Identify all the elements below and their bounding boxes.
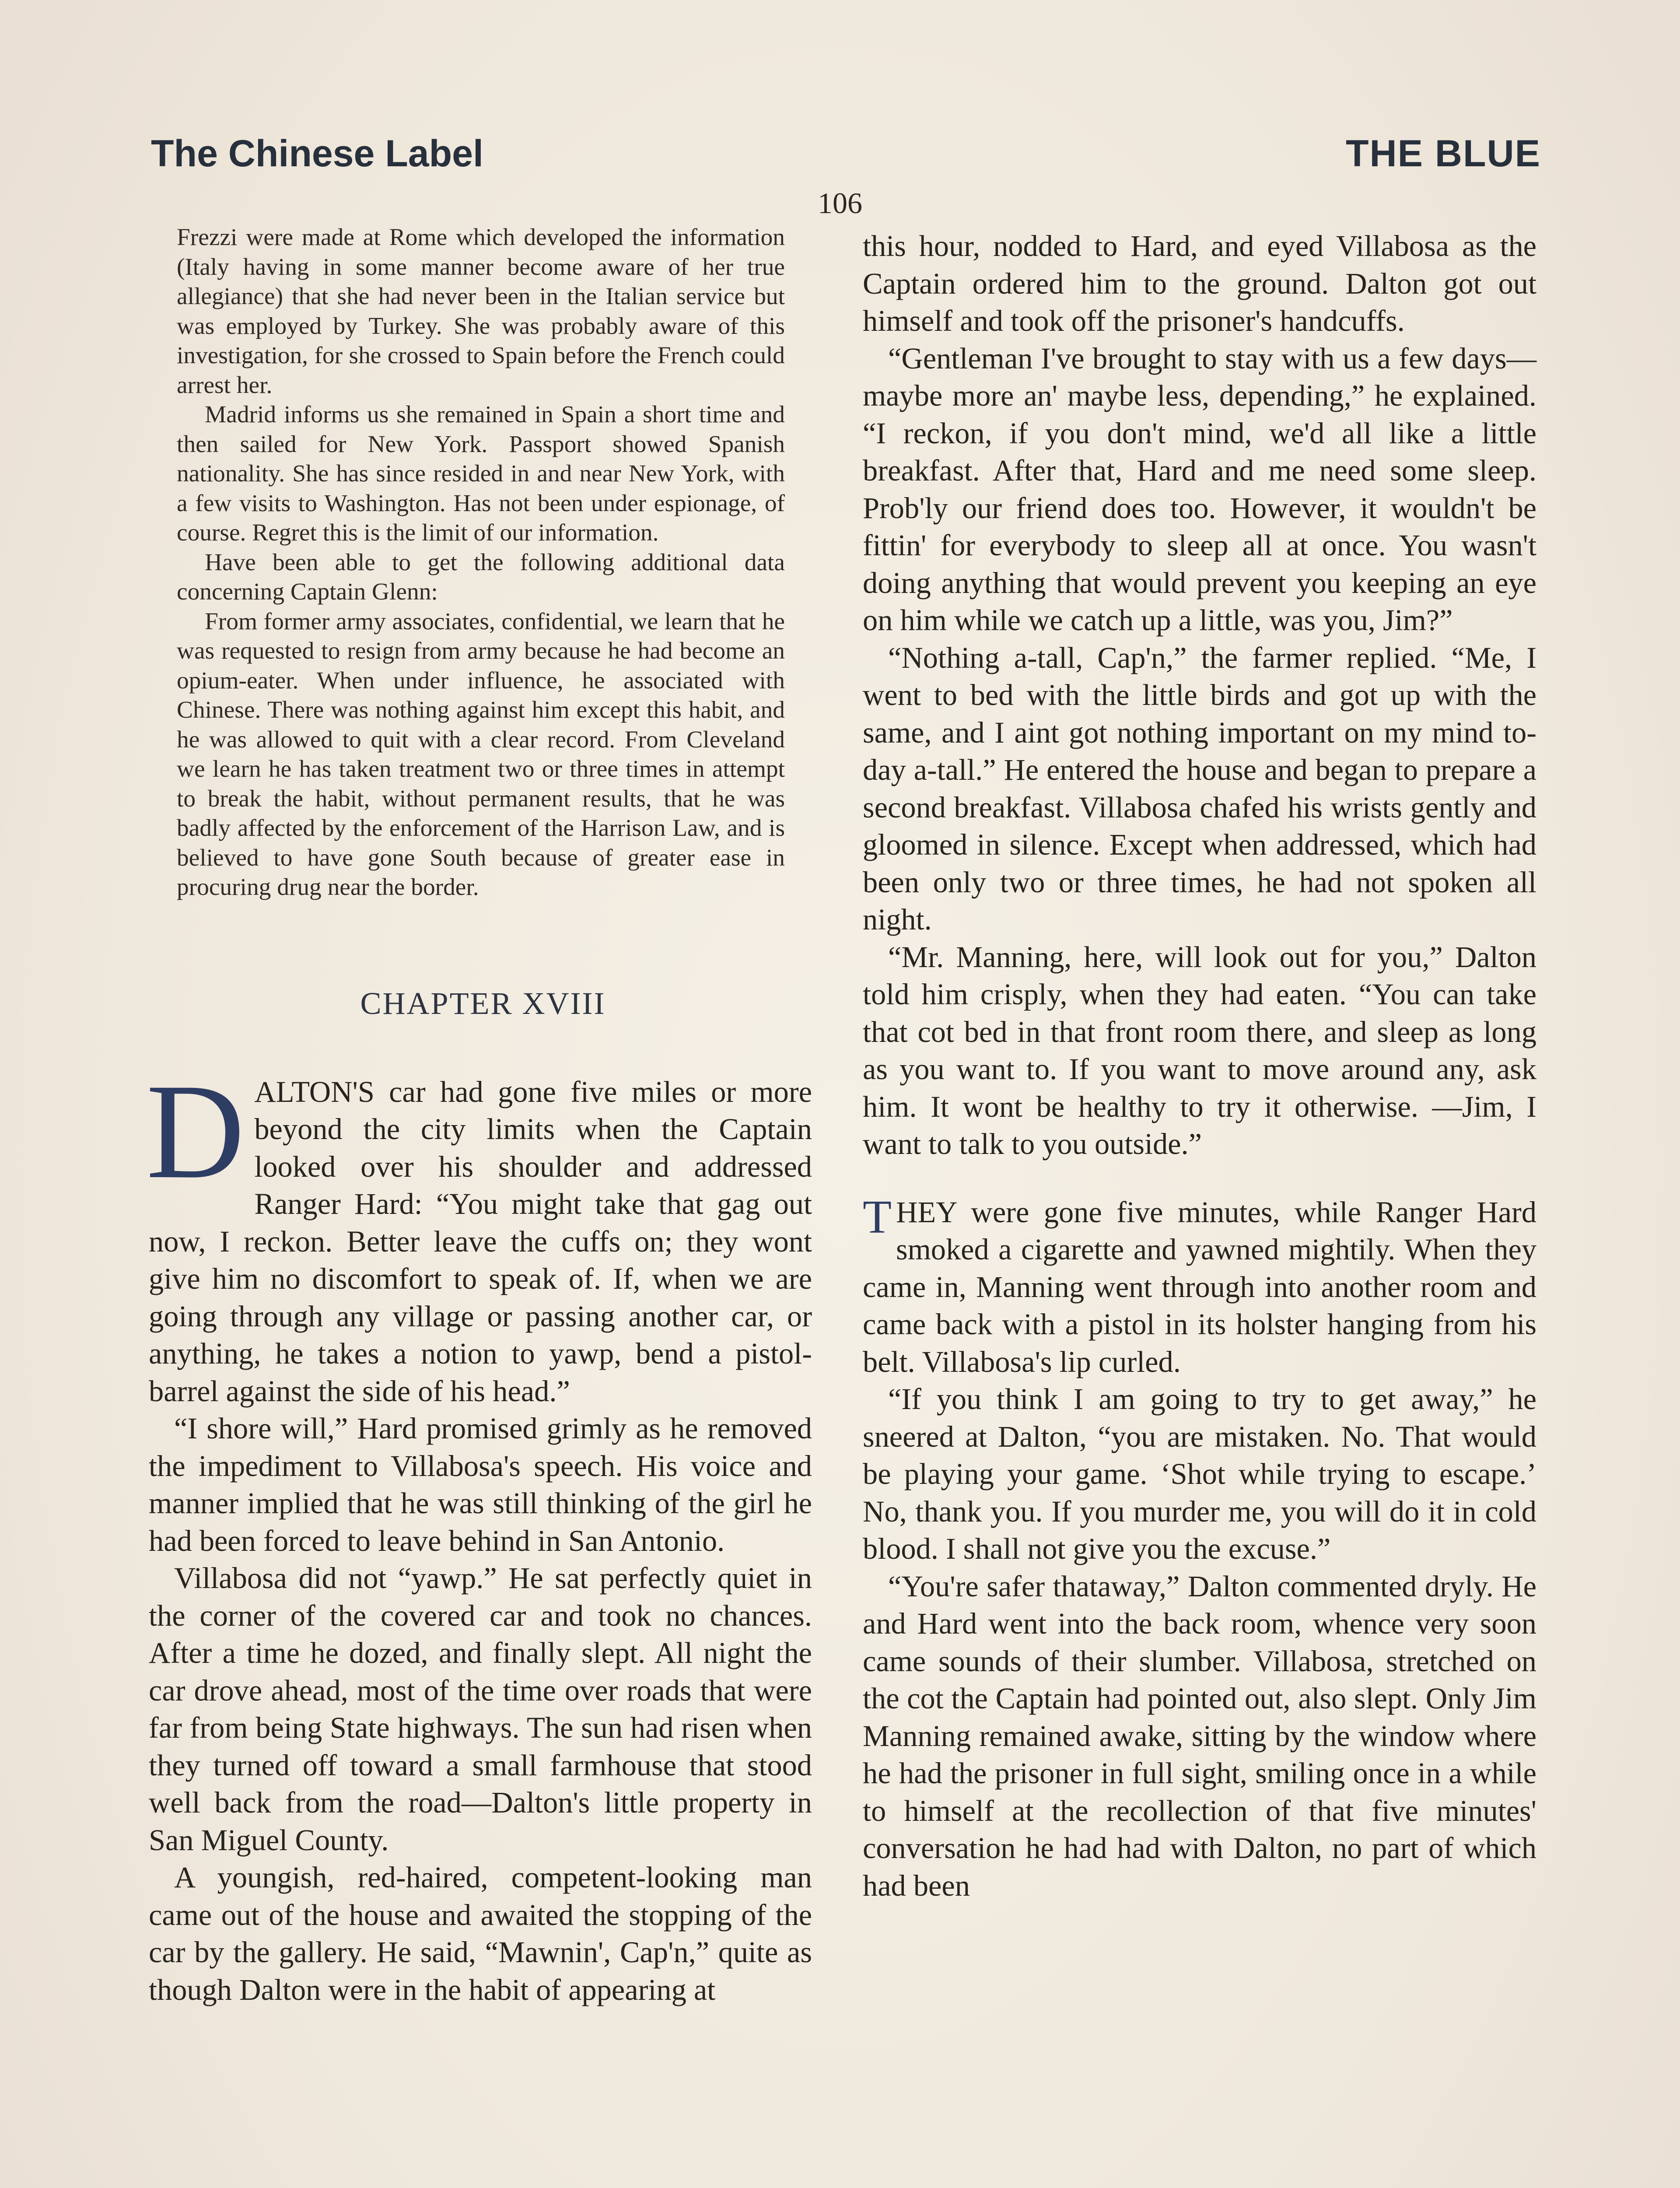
chapter-heading: CHAPTER XVIII [360, 985, 606, 1021]
story-paragraph [146, 1055, 812, 1410]
running-title-right: THE BLUE [1346, 133, 1541, 175]
drop-cap: D [146, 1055, 245, 1207]
story-paragraph-text: ALTON'S car had gone five miles or more beyond the city limits when the Captain looked over his shoulder and addressed Ranger Hard: “You might take that gag out now, I reckon. Better leave the cuffs on; they wont give him no discomfort to speak of. If, when we are going through any village or passing another car, or anything, he takes a notion to yawp, bend a pistol-barrel against the side of his head.” [149, 1075, 812, 1408]
story-paragraph-text: HEY were gone five minutes, while Ranger Hard smoked a cigarette and yawned mightily. When they came in, Manning went through into another room and came back with a pistol in its holster hanging from his belt. Villabosa's lip curled. [863, 1195, 1536, 1378]
story-paragraph: this hour, nodded to Hard, and eyed Villabosa as the Captain ordered him to the ground. Dalton got out himself and took off the prisoner's handcuffs. [863, 229, 1536, 337]
report-paragraph: Have been able to get the following additional data concerning Captain Glenn: [177, 548, 785, 605]
report-paragraph: From former army associates, confidential, we learn that he was requested to resign from army because he had become an opium-eater. When under influence, he associated with Chinese. There was nothing against him except this habit, and he was allowed to quit with a clear record. From Cleveland we learn he has taken treatment two or three times in attempt to break the habit, without permanent results, that he was badly affected by the enforcement of the Harrison Law, and is believed to have gone South because of greater ease in procuring drug near the border. [177, 607, 785, 900]
story-paragraph: “If you think I am going to try to get away,” he sneered at Dalton, “you are mistaken. No. That would be playing your game. ‘Shot while trying to escape.’ No, thank you. If you murder me, you will do it in cold blood. I shall not give you the excuse.” [863, 1382, 1536, 1565]
story-paragraph: “I shore will,” Hard promised grimly as he removed the impediment to Villabosa's speech. His voice and manner implied that he was still thinking of the girl he had been forced to leave behind in San Antonio. [149, 1412, 812, 1557]
report-paragraph: Frezzi were made at Rome which developed the information (Italy having in some manner become aware of her true allegiance) that she had never been in the Italian service but was employed by Turkey. She was probably aware of this investigation, for she crossed to Spain before the French could arrest her. [177, 224, 785, 398]
report-excerpt [149, 222, 812, 902]
story-paragraph: Villabosa did not “yawp.” He sat perfectly quiet in the corner of the covered car and took no chances. After a time he dozed, and finally slept. All night the car drove ahead, most of the time over roads that were far from being State highways. The sun had risen when they turned off toward a small farmhouse that stood well back from the road—Dalton's little property in San Miguel County. [149, 1561, 812, 1857]
story-paragraph [863, 1191, 1536, 1381]
story-paragraph: “Gentleman I've brought to stay with us a few days—maybe more an' maybe less, depending,” he explained. “I reckon, if you don't mind, we'd all like a little breakfast. After that, Hard and me need some sleep. Prob'ly our friend does too. However, it wouldn't be fittin' for everybody to sleep all at once. You wasn't doing anything that would prevent you keeping an eye on him while we catch up a little, was you, Jim?” [863, 341, 1536, 637]
page-number: 106 [818, 186, 862, 220]
right-column [863, 228, 1536, 1904]
chapter-body [146, 1055, 812, 2009]
running-title-left: The Chinese Label [151, 133, 483, 175]
story-paragraph: “Nothing a-tall, Cap'n,” the farmer replied. “Me, I went to bed with the little birds and got up with the same, and I aint got nothing important on my mind to-day a-tall.” He entered the house and began to prepare a second breakfast. Villabosa chafed his wrists gently and gloomed in silence. Except when addressed, which had been only two or three times, he had not spoken all night. [863, 641, 1536, 936]
left-column [146, 222, 812, 2009]
story-paragraph: “You're safer thataway,” Dalton commented dryly. He and Hard went into the back room, whence very soon came sounds of their slumber. Villabosa, stretched on the cot the Captain had pointed out, also slept. Only Jim Manning remained awake, sitting by the window where he had the prisoner in full sight, smiling once in a while to himself at the recollection of that five minutes' conversation he had had with Dalton, no part of which had been [863, 1569, 1536, 1902]
story-paragraph: A youngish, red-haired, competent-looking man came out of the house and awaited the stopping of the car by the gallery. He said, “Mawnin', Cap'n,” quite as though Dalton were in the habit of appearing at [149, 1861, 812, 2006]
story-paragraph: “Mr. Manning, here, will look out for you,” Dalton told him crisply, when they had eaten. “You can take that cot bed in that front room there, and sleep as long as you want to. If you want to move around any, ask him. It wont be healthy to try it otherwise. —Jim, I want to talk to you outside.” [863, 940, 1536, 1161]
report-paragraph: Madrid informs us she remained in Spain a short time and then sailed for New York. Passport showed Spanish nationality. She has since resided in and near New York, with a few visits to Washington. Has not been under espionage, of course. Regret this is the limit of our information. [177, 401, 785, 546]
section-initial-cap: T [863, 1191, 892, 1243]
